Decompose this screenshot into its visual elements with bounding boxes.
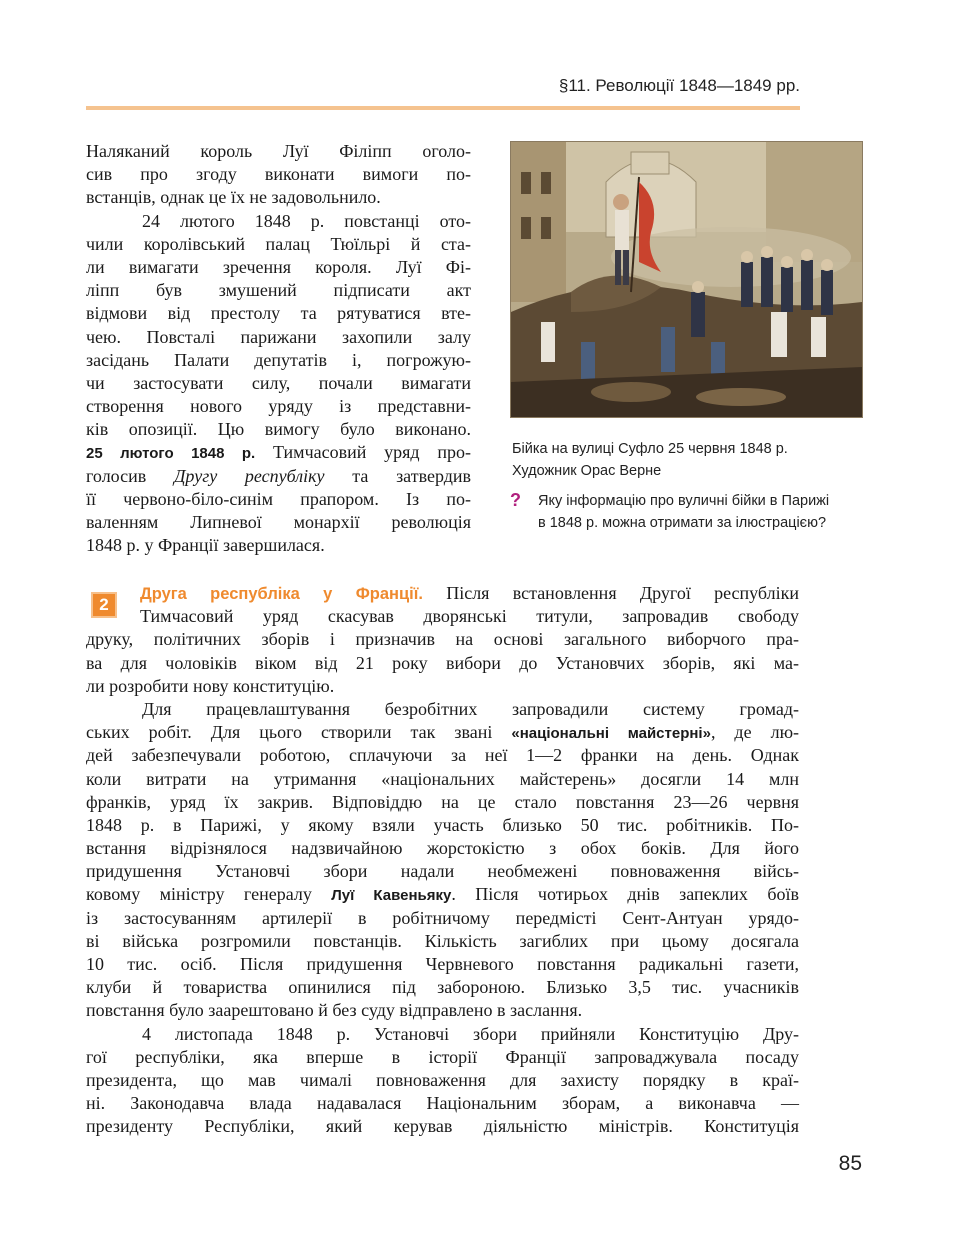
left-text-column [86, 140, 471, 557]
text-line: Наляканий король Луї Філіпп оголо- [86, 141, 471, 161]
text-line: 4 листопада 1848 р. Установчі збори прийняли Конституцію Дру- [142, 1023, 799, 1044]
text-line: сив про згоду виконати вимоги по- [86, 164, 471, 185]
text-line [86, 441, 471, 464]
text-line: франків, уряд їх закрив. Відповіддю на це стало повстання 23—26 червня [86, 791, 799, 812]
text-line [86, 883, 799, 906]
text-run: , де лю- [710, 722, 800, 743]
text-line: придушення Установчі збори надали необмежені повноваження війсь- [86, 861, 799, 882]
painting-illustration [510, 141, 863, 418]
text-line: засідань Палати депутатів і, погрожую- [86, 349, 471, 370]
text-line [86, 721, 799, 744]
text-line: із застосуванням артилерії в робітничому передмісті Сент-Антуан урядо- [86, 907, 799, 928]
text-line: ва для чоловіків віком від 21 року вибори до Установчих зборів, які ма- [86, 652, 799, 673]
text-run: Після встановлення Другої республіки [422, 583, 799, 603]
text-line: клуби й товариства опинилися під забороною. Близько 3,5 тис. учасників [86, 977, 799, 998]
italic-term: Другу республіку [173, 465, 325, 486]
text-run: ковому міністру генералу [86, 884, 332, 905]
bold-name: Луї Кавеньяку [331, 887, 452, 905]
text-line: дей забезпечували роботою, сплачуючи за неї 1—2 франки на день. Однак [86, 745, 799, 766]
text-line: президента, що мав чималі повноваження для захисту порядку в краї- [86, 1069, 799, 1090]
text-line: встанців, однак це їх не задовольнило. [86, 187, 381, 208]
text-line: повстання було заарештовано й без суду відправлено в заслання. [86, 1000, 583, 1021]
text-line: валенням Липневої монархії революція [86, 512, 471, 532]
text-line: чею. Повсталі парижани захопили залу [86, 326, 471, 347]
text-run: голосив [86, 465, 174, 486]
text-line: ліпп був змушений підписати акт [86, 280, 471, 301]
painting-image [511, 142, 862, 417]
text-line: гої республіки, яка вперше в історії Франції запроваджувала посаду [86, 1046, 799, 1067]
text-line: Для працевлаштування безробітних запровадили систему громад- [142, 698, 799, 719]
text-line: друку, політичних зборів і призначив на основі загального виборчого пра- [86, 629, 799, 650]
text-line: Тимчасовий уряд скасував дворянські титули, запровадив свободу [140, 606, 799, 627]
text-run: та затвердив [324, 465, 472, 486]
text-line: ні. Законодавча влада надавалася Національним зборам, а виконавча — [86, 1093, 799, 1114]
text-line: ли розробити нову конституцію. [86, 675, 335, 696]
header-rule [86, 106, 800, 110]
text-line: 1848 р. у Франції завершилася. [86, 535, 325, 556]
text-line [86, 582, 799, 605]
text-run: Тимчасовий уряд про- [255, 442, 471, 463]
text-line: ві війська розгромили повстанців. Кількість загиблих при цьому досягала [86, 930, 799, 951]
text-line: відмови від престолу та рятуватися вте- [86, 303, 471, 324]
question-icon: ? [510, 490, 521, 510]
text-line: 10 тис. осіб. Після придушення Червневого повстання радикальні газети, [86, 954, 799, 974]
bold-date: 25 лютого 1848 р. [86, 445, 256, 463]
running-header: §11. Революції 1848—1849 рр. [558, 76, 800, 95]
main-text-column [86, 582, 799, 1139]
illustration-question: Яку інформацію про вуличні бійки в Парижі в 1848 р. можна отримати за ілюстрацією? [538, 493, 830, 531]
page-number: 85 [838, 1152, 862, 1175]
illustration-caption: Бійка на вулиці Суфло 25 червня 1848 р. Художник Орас Верне [512, 441, 788, 479]
bold-term: «національні майстерні» [511, 725, 711, 743]
text-run: . Після чотирьох днів запеклих боїв [451, 884, 799, 905]
text-line: чили королівський палац Тюїльрі й ста- [86, 233, 471, 254]
text-line: 24 лютого 1848 р. повстанці ото- [142, 210, 471, 231]
text-line: створення нового уряду із представни- [86, 396, 471, 417]
text-line: ків опозиції. Цю вимогу було виконано. [86, 419, 471, 440]
text-line [86, 465, 471, 488]
text-line: коли витрати на утримання «національних майстерень» досягли 14 млн [86, 768, 799, 789]
section-heading: Друга республіка у Франції. [140, 585, 423, 603]
section-number-badge: 2 [91, 592, 117, 618]
text-line: президенту Республіки, який керував діяльністю міністрів. Конституція [86, 1116, 799, 1137]
text-line: 1848 р. в Парижі, у якому взяли участь близько 50 тис. робітників. По- [86, 814, 799, 835]
text-run: ських робіт. Для цього створили так звані [86, 722, 512, 743]
text-line: її червоно-біло-синім прапором. Із по- [86, 488, 471, 509]
text-line: чи застосувати силу, почали вимагати [86, 372, 471, 393]
text-line: ли вимагати зречення короля. Луї Фі- [86, 256, 471, 277]
text-line: встання відрізнялося надзвичайною жорстокістю з обох боків. Для його [86, 838, 799, 859]
